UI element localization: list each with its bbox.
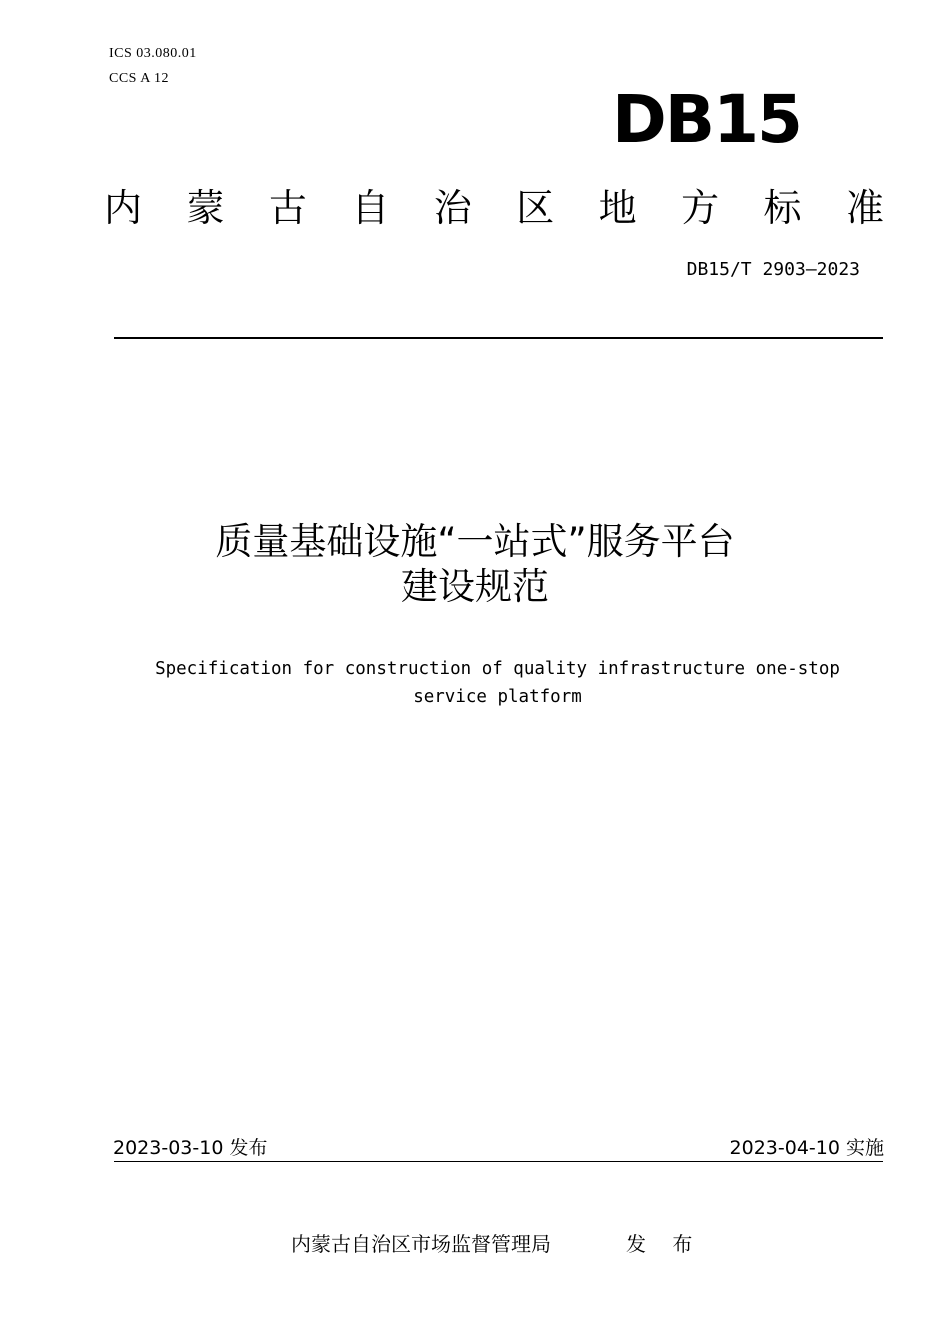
english-title-line-1: Specification for construction of quality infrastructure one-stop	[155, 659, 840, 679]
chinese-title	[0, 520, 950, 609]
standard-type-char: 治	[433, 186, 472, 230]
issuing-authority: 内蒙古自治区市场监督管理局	[291, 1232, 551, 1256]
bottom-divider	[114, 1161, 883, 1162]
standard-type-char: 内	[104, 186, 143, 230]
chinese-title-line-1: 质量基础设施“一站式”服务平台	[215, 520, 735, 563]
db15-logo: DB15	[612, 81, 801, 158]
standard-type-char: 准	[845, 186, 884, 230]
standard-type-char: 自	[351, 186, 390, 230]
standard-type-char: 区	[516, 186, 555, 230]
standard-type-char: 标	[763, 186, 802, 230]
ccs-code: CCS A 12	[109, 71, 170, 86]
english-title-line-2: service platform	[413, 687, 582, 707]
standard-type-char: 古	[268, 186, 307, 230]
standard-type-heading	[104, 184, 884, 232]
issue-verb: 发 布	[626, 1232, 703, 1256]
standard-type-char: 蒙	[186, 186, 225, 230]
chinese-title-line-2: 建设规范	[401, 565, 549, 608]
standard-number: DB15/T 2903—2023	[686, 259, 860, 280]
standard-type-char: 地	[598, 186, 637, 230]
ics-code: ICS 03.080.01	[109, 46, 197, 61]
issue-date: 2023-03-10 发布	[113, 1137, 268, 1159]
english-title	[40, 655, 950, 711]
standard-type-char: 方	[681, 186, 720, 230]
top-divider	[114, 337, 883, 339]
implementation-date: 2023-04-10 实施	[729, 1137, 884, 1159]
